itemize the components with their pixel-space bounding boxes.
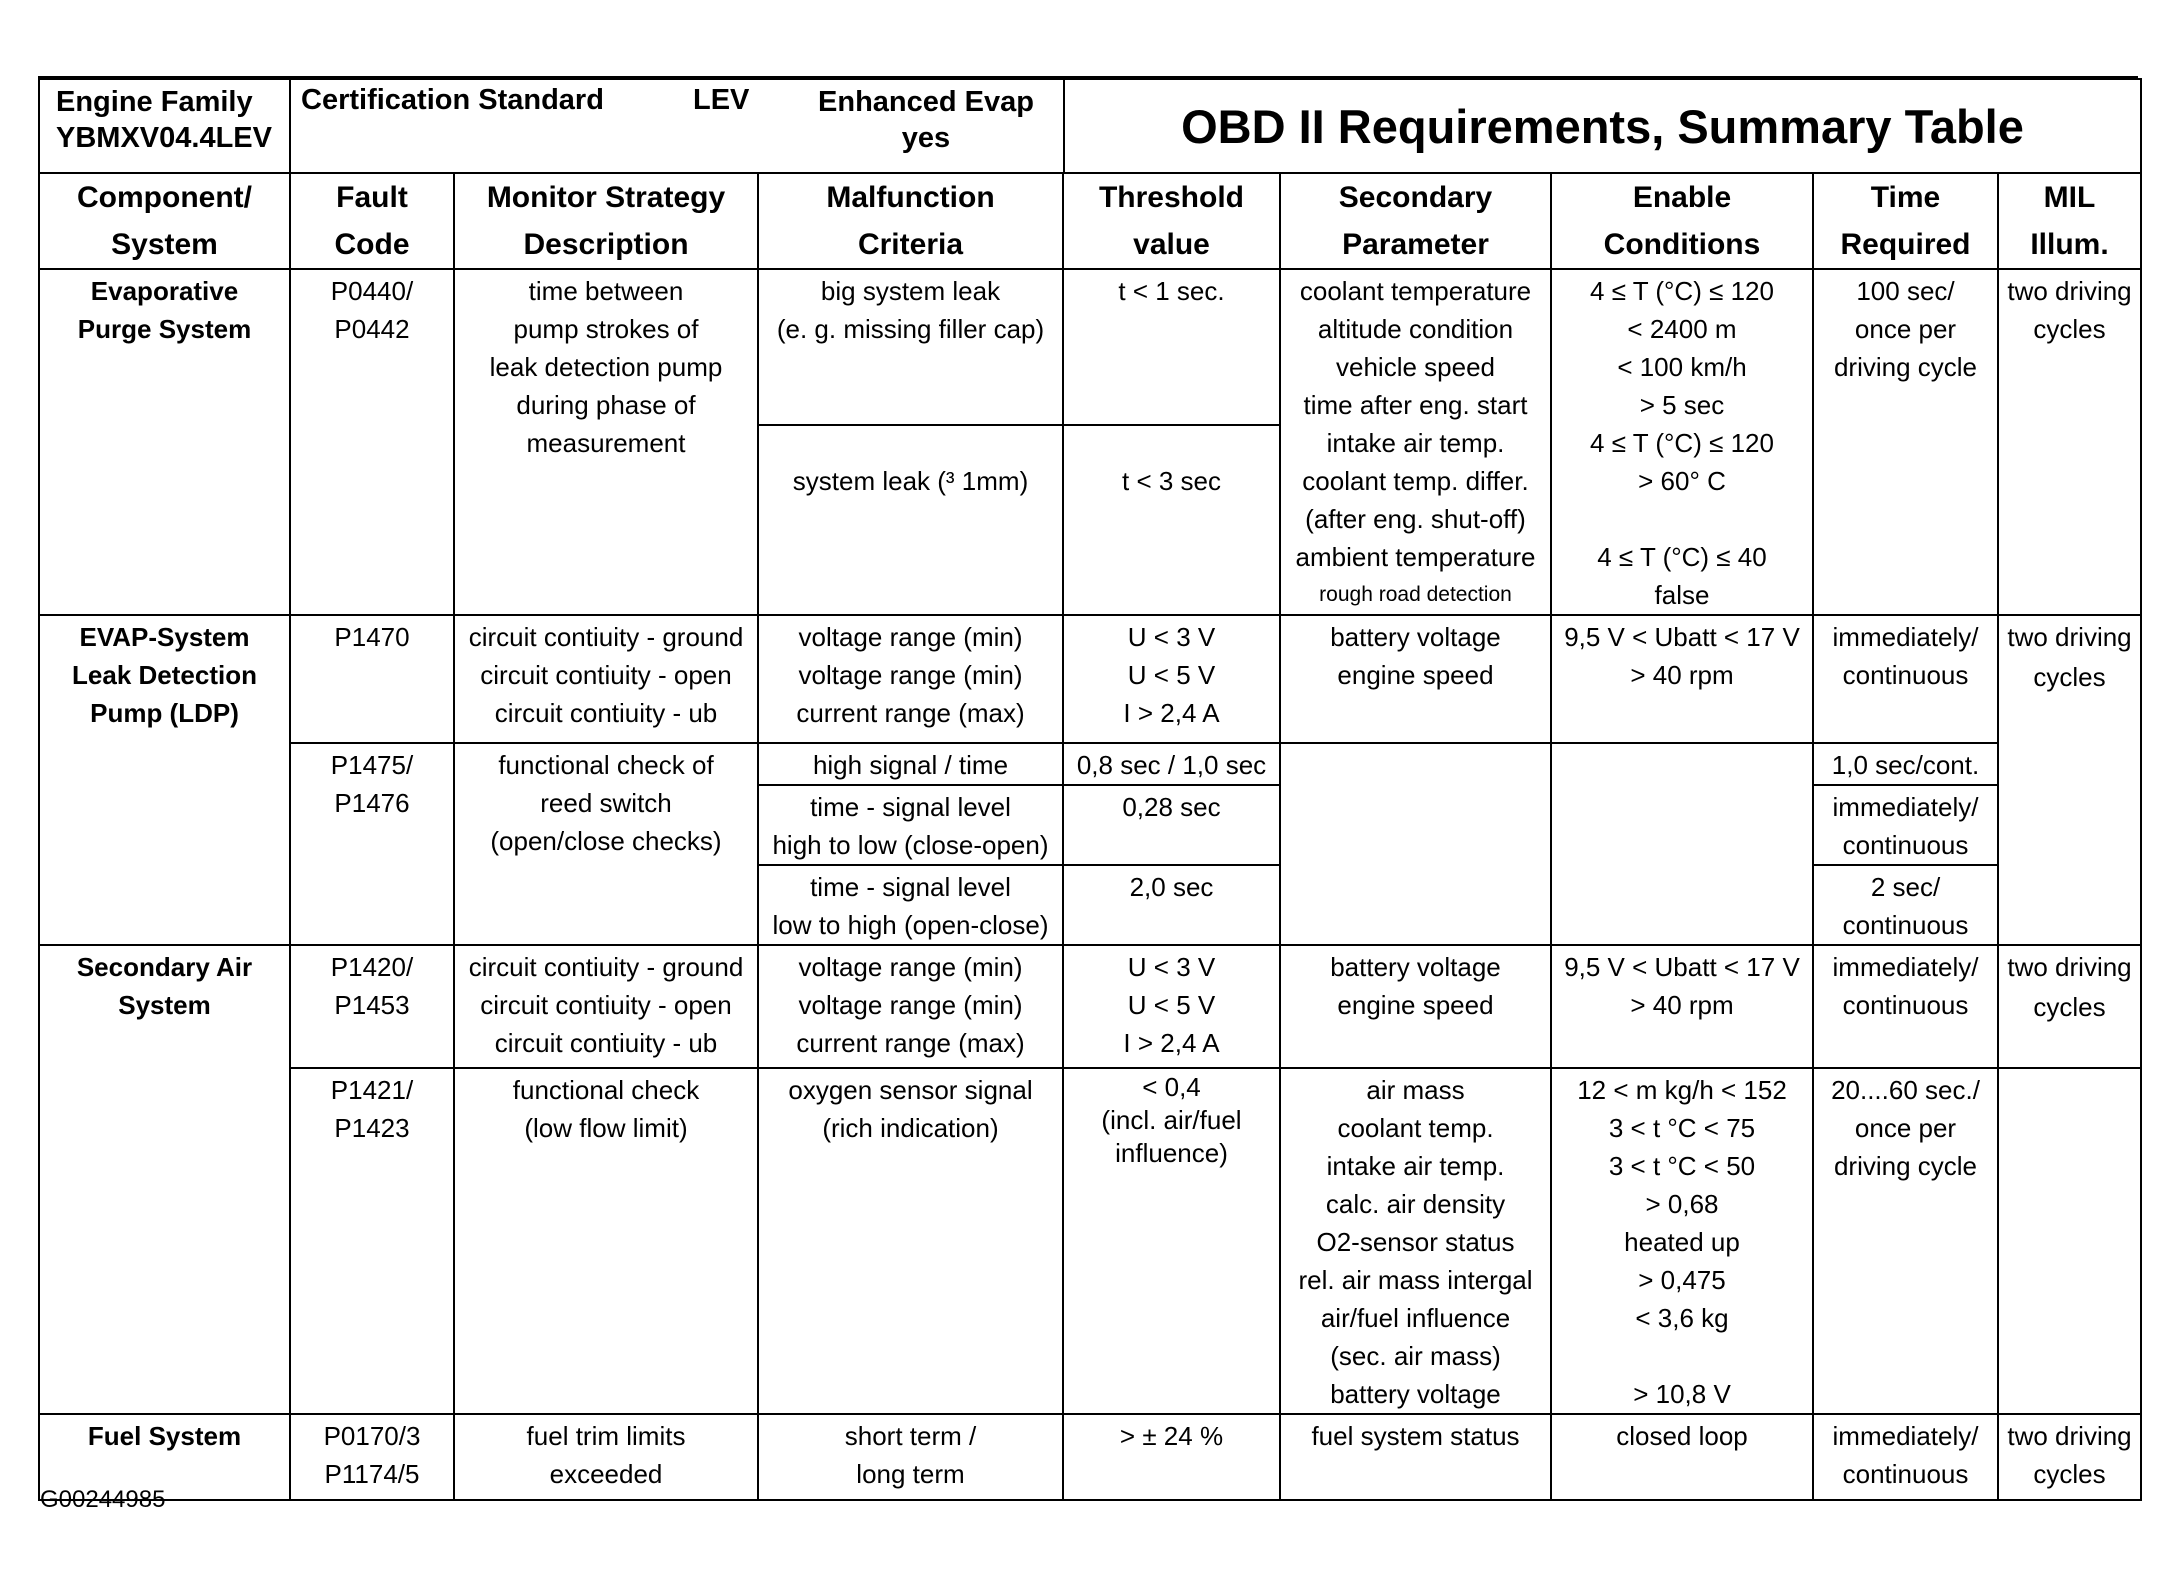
col-mil: MIL Illum. [1998,173,2141,269]
secondary-cell: battery voltage engine speed [1280,615,1551,743]
mil-cell: two driving cycles [1998,615,2141,945]
col-enable: Enable Conditions [1551,173,1813,269]
fault-code-cell: P1475/ P1476 [290,743,454,945]
component-ldp: EVAP-System Leak Detection Pump (LDP) [39,615,290,945]
threshold-cell: t < 1 sec. [1063,269,1280,425]
col-fault-code: Fault Code [290,173,454,269]
criteria-cell: time - signal level low to high (open-close) [758,865,1063,945]
mil-cell: two driving cycles [1998,1414,2141,1500]
criteria-cell: voltage range (min) voltage range (min) current range (max) [758,945,1063,1068]
mil-cell: two driving cycles [1998,269,2141,615]
criteria-cell: system leak (³ 1mm) [758,425,1063,615]
time-cell: 1,0 sec/cont. [1813,743,1998,785]
enable-cell: 9,5 V < Ubatt < 17 V > 40 rpm [1551,945,1813,1068]
component-evap: Evaporative Purge System [39,269,290,615]
certification-cell [290,79,1064,173]
table-row [39,615,2141,743]
certification-value: LEV [693,84,750,116]
certification-label: Certification Standard [301,84,604,116]
threshold-cell: t < 3 sec [1063,425,1280,615]
engine-family-cell [39,79,290,173]
secondary-cell: air mass coolant temp. intake air temp. calc. air density O2-sensor status rel. air mass intergal air/fuel influence (sec. air mass) battery voltage [1280,1068,1551,1414]
col-malfunction: Malfunction Criteria [758,173,1063,269]
time-cell: 20....60 sec./ once per driving cycle [1813,1068,1998,1414]
table-row [39,269,2141,425]
engine-family-value: YBMXV04.4LEV [56,122,272,154]
col-threshold: Threshold value [1063,173,1280,269]
threshold-cell: 2,0 sec [1063,865,1280,945]
criteria-cell: short term / long term [758,1414,1063,1500]
time-cell: immediately/ continuous [1813,945,1998,1068]
col-component: Component/ System [39,173,290,269]
component-secondary-air: Secondary Air System [39,945,290,1414]
table-row [39,743,2141,785]
enhanced-evap-value: yes [901,122,951,154]
monitor-cell: time between pump strokes of leak detection pump during phase of measurement [454,269,758,615]
enable-cell: 12 < m kg/h < 152 3 < t °C < 75 3 < t °C < 50 > 0,68 heated up > 0,475 < 3,6 kg > 10,8 V [1551,1068,1813,1414]
threshold-cell: U < 3 V U < 5 V I > 2,4 A [1063,945,1280,1068]
enable-cell [1551,743,1813,945]
enable-cell: 4 ≤ T (°C) ≤ 120 < 2400 m < 100 km/h > 5 sec 4 ≤ T (°C) ≤ 120 > 60° C 4 ≤ T (°C) ≤ 40 false [1551,269,1813,615]
table-row [39,1414,2141,1500]
mil-cell: two driving cycles [1998,945,2141,1068]
obd-table [38,172,2142,1501]
threshold-cell: < 0,4 (incl. air/fuel influence) [1063,1068,1280,1414]
column-header-row [39,173,2141,269]
header-table [38,78,2142,174]
time-cell: 2 sec/ continuous [1813,865,1998,945]
time-cell: immediately/ continuous [1813,615,1998,743]
col-time: Time Required [1813,173,1998,269]
threshold-cell: U < 3 V U < 5 V I > 2,4 A [1063,615,1280,743]
monitor-cell: circuit contiuity - ground circuit contiuity - open circuit contiuity - ub [454,615,758,743]
component-fuel: Fuel System [39,1414,290,1500]
monitor-cell: functional check (low flow limit) [454,1068,758,1414]
secondary-cell: coolant temperature altitude condition vehicle speed time after eng. start intake air temp. coolant temp. differ. (after eng. shut-off) ambient temperature rough road detection [1280,269,1551,615]
enhanced-evap-label: Enhanced Evap [818,86,1034,118]
threshold-cell: > ± 24 % [1063,1414,1280,1500]
secondary-cell: battery voltage engine speed [1280,945,1551,1068]
fault-code-cell: P0170/3 P1174/5 [290,1414,454,1500]
fault-code-cell: P1470 [290,615,454,743]
time-cell: immediately/ continuous [1813,785,1998,865]
criteria-cell: big system leak (e. g. missing filler cap) [758,269,1063,425]
criteria-cell: high signal / time [758,743,1063,785]
engine-family-label: Engine Family [56,86,253,118]
table-row [39,945,2141,1068]
time-cell: immediately/ continuous [1813,1414,1998,1500]
secondary-cell [1280,743,1551,945]
criteria-cell: time - signal level high to low (close-open) [758,785,1063,865]
fault-code-cell: P1421/ P1423 [290,1068,454,1414]
monitor-cell: circuit contiuity - ground circuit contiuity - open circuit contiuity - ub [454,945,758,1068]
threshold-cell: 0,8 sec / 1,0 sec [1063,743,1280,785]
monitor-cell: fuel trim limits exceeded [454,1414,758,1500]
secondary-cell: fuel system status [1280,1414,1551,1500]
col-secondary: Secondary Parameter [1280,173,1551,269]
enable-cell: closed loop [1551,1414,1813,1500]
enable-cell: 9,5 V < Ubatt < 17 V > 40 rpm [1551,615,1813,743]
monitor-cell: functional check of reed switch (open/close checks) [454,743,758,945]
time-cell: 100 sec/ once per driving cycle [1813,269,1998,615]
fault-code-cell: P0440/ P0442 [290,269,454,615]
threshold-cell: 0,28 sec [1063,785,1280,865]
mil-cell [1998,1068,2141,1414]
table-row [39,1068,2141,1414]
col-monitor-strategy: Monitor Strategy Description [454,173,758,269]
criteria-cell: oxygen sensor signal (rich indication) [758,1068,1063,1414]
criteria-cell: voltage range (min) voltage range (min) current range (max) [758,615,1063,743]
figure-id: G00244985 [40,1486,166,1513]
fault-code-cell: P1420/ P1453 [290,945,454,1068]
page-title: OBD II Requirements, Summary Table [1064,79,2141,173]
